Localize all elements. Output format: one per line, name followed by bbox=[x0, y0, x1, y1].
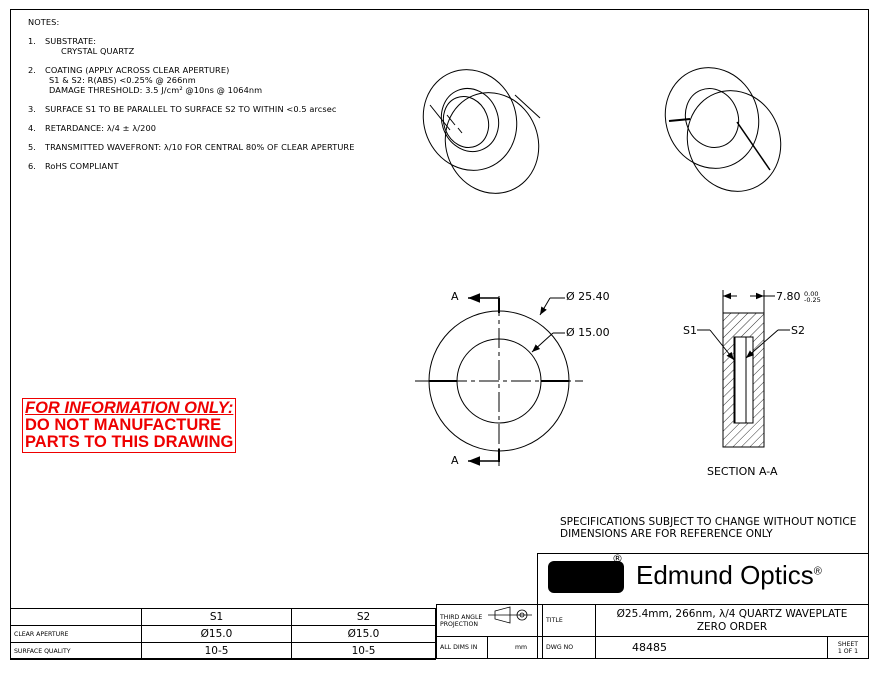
note-5: 5. TRANSMITTED WAVEFRONT: λ/10 FOR CENTRAL 80% OF CLEAR APERTURE bbox=[28, 142, 355, 152]
outer-diameter-label: Ø 25.40 bbox=[566, 290, 610, 303]
note-6: 6. RoHS COMPLIANT bbox=[28, 161, 119, 171]
section-view bbox=[697, 290, 790, 447]
sheet-cell: SHEET 1 OF 1 bbox=[828, 637, 869, 659]
eo-logo-reg-icon: ® bbox=[612, 552, 623, 565]
section-label-top: A bbox=[451, 290, 459, 303]
all-dims-cell: ALL DIMS IN mm bbox=[437, 637, 543, 659]
section-caption: SECTION A-A bbox=[707, 465, 778, 478]
projection-cell: THIRD ANGLE PROJECTION bbox=[437, 605, 543, 637]
table-row: CLEAR APERTURE Ø15.0 Ø15.0 bbox=[11, 626, 436, 643]
note-3: 3. SURFACE S1 TO BE PARALLEL TO SURFACE S2 TO WITHIN <0.5 arcsec bbox=[28, 104, 337, 114]
title-table bbox=[436, 604, 869, 659]
notes-title: NOTES: bbox=[28, 17, 60, 27]
isometric-view-left bbox=[408, 55, 554, 207]
company-name: Edmund Optics® bbox=[636, 560, 822, 590]
thickness-label: 7.80 0.00 -0.25 bbox=[776, 290, 821, 304]
surface-table bbox=[10, 608, 436, 660]
note-4: 4. RETARDANCE: λ/4 ± λ/200 bbox=[28, 123, 157, 133]
warning-line-3: PARTS TO THIS DRAWING bbox=[25, 433, 234, 451]
spec-notice: SPECIFICATIONS SUBJECT TO CHANGE WITHOUT NOTICE DIMENSIONS ARE FOR REFERENCE ONLY bbox=[560, 516, 857, 540]
isometric-view-right bbox=[650, 53, 796, 205]
drawing-title: Ø25.4mm, 266nm, λ/4 QUARTZ WAVEPLATE ZERO ORDER bbox=[596, 605, 869, 637]
front-view bbox=[415, 296, 583, 466]
s2-label: S2 bbox=[791, 324, 805, 337]
table-header-s1: S1 bbox=[142, 609, 292, 626]
table-row: SURFACE QUALITY 10-5 10-5 bbox=[11, 643, 436, 660]
dwg-no-value: 48485 bbox=[596, 637, 828, 659]
warning-line-2: DO NOT MANUFACTURE bbox=[25, 416, 222, 434]
s1-label: S1 bbox=[683, 324, 697, 337]
dwg-no-label: DWG NO bbox=[543, 637, 596, 659]
inner-diameter-label: Ø 15.00 bbox=[566, 326, 610, 339]
title-label: TITLE bbox=[543, 605, 596, 637]
dims-divider bbox=[487, 636, 488, 659]
section-label-bottom: A bbox=[451, 454, 459, 467]
table-header-s2: S2 bbox=[292, 609, 436, 626]
table-header-blank bbox=[11, 609, 142, 626]
eo-logo-icon bbox=[548, 561, 624, 593]
warning-line-1: FOR INFORMATION ONLY: bbox=[25, 399, 234, 417]
note-2: 2. COATING (APPLY ACROSS CLEAR APERTURE) S1 & S2: R(ABS) <0.25% @ 266nm DAMAGE THRESHOLD: 3.5 J/cm² @10ns @ 1064nm bbox=[28, 65, 263, 95]
note-1: 1. SUBSTRATE: CRYSTAL QUARTZ bbox=[28, 36, 135, 56]
